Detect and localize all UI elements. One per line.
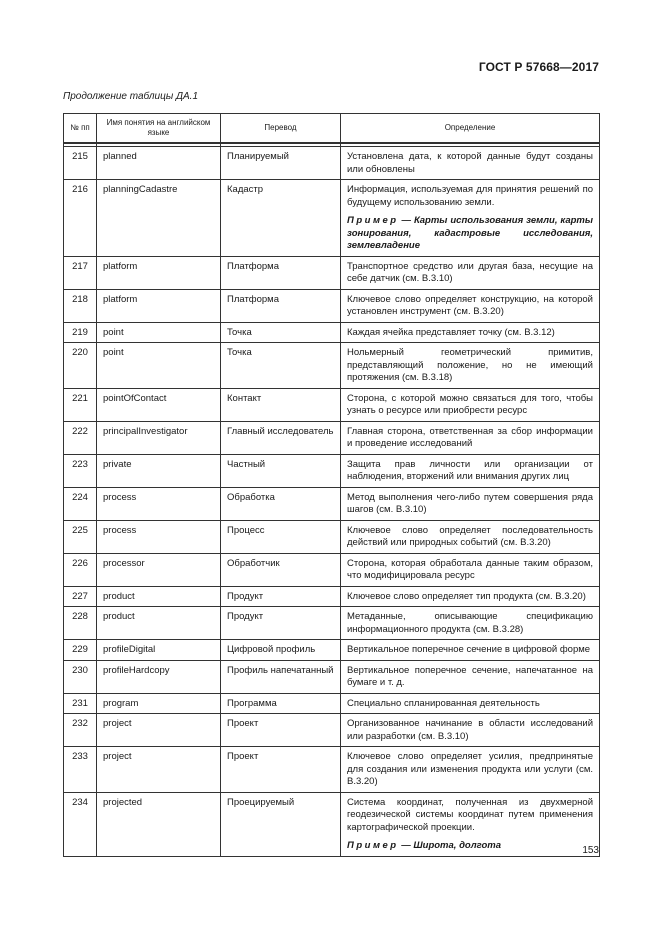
table-row (64, 421, 600, 454)
term-definition (341, 256, 600, 289)
definition-text: Нольмерный геометрический примитив, представляющий положение, но не имеющий протяжения (см. В.3.18) (347, 347, 593, 383)
term-translation: Платформа (221, 256, 341, 289)
row-number: 231 (64, 693, 97, 714)
definition-text: Специально спланированная деятельность (347, 697, 540, 709)
row-number: 228 (64, 607, 97, 640)
term-translation: Продукт (221, 607, 341, 640)
table-row (64, 289, 600, 322)
term-definition (341, 520, 600, 553)
term-translation: Главный исследователь (221, 421, 341, 454)
definition-text: Метод выполнения чего-либо путем совершения ряда шагов (см. В.3.10) (347, 491, 593, 515)
definition-text: Вертикальное поперечное сечение, напечатанное на бумаге и т. д. (347, 664, 593, 688)
term-en: process (97, 520, 221, 553)
term-translation: Кадастр (221, 180, 341, 257)
definition-example: Пример — Широта, долгота (347, 840, 502, 851)
table-body (64, 147, 600, 857)
document-standard-number: ГОСТ Р 57668—2017 (478, 60, 599, 74)
term-en: point (97, 322, 221, 343)
row-number: 233 (64, 747, 97, 793)
example-text: Широта, долгота (413, 840, 502, 851)
term-translation: Программа (221, 693, 341, 714)
term-definition (341, 388, 600, 421)
table-row (64, 747, 600, 793)
table-row (64, 607, 600, 640)
term-translation: Проект (221, 747, 341, 793)
term-en: project (97, 714, 221, 747)
table-row (64, 388, 600, 421)
term-definition (341, 180, 600, 257)
table-row (64, 147, 600, 180)
definition-text: Сторона, которая обработала данные таким образом, что модифицировала ресурс (347, 557, 593, 581)
term-en: program (97, 693, 221, 714)
definition-text: Сторона, с которой можно связаться для того, чтобы узнать о ресурсе или приобрести ресурс (347, 392, 593, 416)
term-definition (341, 421, 600, 454)
term-definition (341, 553, 600, 586)
row-number: 224 (64, 487, 97, 520)
row-number: 225 (64, 520, 97, 553)
term-definition (341, 714, 600, 747)
definition-text: Метаданные, описывающие спецификацию информационного продукта (см. В.3.28) (347, 611, 593, 635)
row-number: 222 (64, 421, 97, 454)
table-row (64, 693, 600, 714)
definition-text: Каждая ячейка представляет точку (см. В.3.12) (347, 326, 555, 338)
table-row (64, 553, 600, 586)
term-en: profileHardcopy (97, 660, 221, 693)
term-definition (341, 289, 600, 322)
definition-text: Защита прав личности или организации от наблюдения, вторжений или внимания других лиц (347, 458, 593, 482)
term-translation: Продукт (221, 586, 341, 607)
term-en: platform (97, 289, 221, 322)
definition-text: Ключевое слово определяет тип продукта (см. В.3.20) (347, 590, 586, 602)
definition-text: Система координат, полученная из двухмерной геодезической системы координат путем применения картографической проекции. (347, 796, 593, 833)
row-number: 215 (64, 147, 97, 180)
table-row (64, 180, 600, 257)
row-number: 232 (64, 714, 97, 747)
term-translation: Профиль напечатанный (221, 660, 341, 693)
term-en: projected (97, 792, 221, 856)
term-en: principalInvestigator (97, 421, 221, 454)
table-header-row (64, 114, 600, 144)
definition-text: Ключевое слово определяет последовательность действий или природных событий (см. В.3.20) (347, 524, 593, 548)
term-translation: Проецируемый (221, 792, 341, 856)
term-definition (341, 607, 600, 640)
term-translation: Точка (221, 343, 341, 389)
term-definition (341, 693, 600, 714)
table-row (64, 714, 600, 747)
row-number: 229 (64, 640, 97, 661)
page-number: 153 (582, 845, 599, 856)
definition-text: Вертикальное поперечное сечение в цифровой форме (347, 644, 591, 655)
term-definition (341, 792, 600, 856)
term-translation: Обработка (221, 487, 341, 520)
term-translation: Частный (221, 454, 341, 487)
column-header-translation: Перевод (221, 114, 341, 144)
term-definition (341, 660, 600, 693)
row-number: 230 (64, 660, 97, 693)
row-number: 227 (64, 586, 97, 607)
term-en: project (97, 747, 221, 793)
term-definition (341, 586, 600, 607)
table-row (64, 586, 600, 607)
definition-text: Информация, используемая для принятия решений по будущему использованию земли. (347, 184, 593, 208)
term-en: product (97, 586, 221, 607)
column-header-term: Имя понятия на английском языке (97, 114, 221, 144)
table-row (64, 792, 600, 856)
term-en: platform (97, 256, 221, 289)
table-row (64, 256, 600, 289)
example-label: Пример (347, 215, 399, 226)
row-number: 221 (64, 388, 97, 421)
term-definition (341, 147, 600, 180)
row-number: 218 (64, 289, 97, 322)
term-translation: Процесс (221, 520, 341, 553)
table-caption: Продолжение таблицы ДА.1 (63, 91, 199, 102)
term-en: process (97, 487, 221, 520)
row-number: 217 (64, 256, 97, 289)
definition-text: Транспортное средство или другая база, несущие на себе датчик (см. В.3.10) (347, 260, 593, 284)
row-number: 223 (64, 454, 97, 487)
term-definition (341, 343, 600, 389)
row-number: 226 (64, 553, 97, 586)
definition-example: Пример — Карты использования земли, карты зонирования, кадастровые исследования, землевладение (347, 215, 593, 251)
table-row (64, 322, 600, 343)
row-number: 234 (64, 792, 97, 856)
term-definition (341, 322, 600, 343)
column-header-definition: Определение (341, 114, 600, 144)
term-en: point (97, 343, 221, 389)
term-translation: Контакт (221, 388, 341, 421)
example-label: Пример (347, 840, 399, 851)
row-number: 216 (64, 180, 97, 257)
table-row (64, 640, 600, 661)
term-definition (341, 487, 600, 520)
term-en: private (97, 454, 221, 487)
row-number: 220 (64, 343, 97, 389)
example-text: Карты использования земли, карты зонирования, кадастровые исследования, землевладение (347, 215, 593, 251)
table-row (64, 487, 600, 520)
definition-text: Ключевое слово определяет конструкцию, на которой установлен инструмент (см. В.3.20) (347, 293, 593, 317)
table-row (64, 454, 600, 487)
row-number: 219 (64, 322, 97, 343)
term-translation: Планируемый (221, 147, 341, 180)
definition-text: Главная сторона, ответственная за сбор информации и проведение исследований (347, 425, 593, 449)
term-en: profileDigital (97, 640, 221, 661)
term-translation: Обработчик (221, 553, 341, 586)
term-en: planned (97, 147, 221, 180)
term-translation: Точка (221, 322, 341, 343)
term-en: processor (97, 553, 221, 586)
term-definition (341, 454, 600, 487)
term-definition (341, 747, 600, 793)
term-translation: Цифровой профиль (221, 640, 341, 661)
definition-text: Установлена дата, к которой данные будут созданы или обновлены (347, 151, 593, 175)
table-row (64, 660, 600, 693)
term-en: pointOfContact (97, 388, 221, 421)
term-translation: Проект (221, 714, 341, 747)
term-translation: Платформа (221, 289, 341, 322)
term-definition (341, 640, 600, 661)
terms-table (63, 113, 600, 857)
term-en: planningCadastre (97, 180, 221, 257)
table-row (64, 520, 600, 553)
term-en: product (97, 607, 221, 640)
column-header-number: № пп (64, 114, 97, 144)
definition-text: Ключевое слово определяет усилия, предпринятые для создания или изменения продукта или услуги (см. В.3.20) (347, 751, 593, 787)
definition-text: Организованное начинание в области исследований или разработки (см. В.3.10) (347, 718, 593, 742)
table-row (64, 343, 600, 389)
